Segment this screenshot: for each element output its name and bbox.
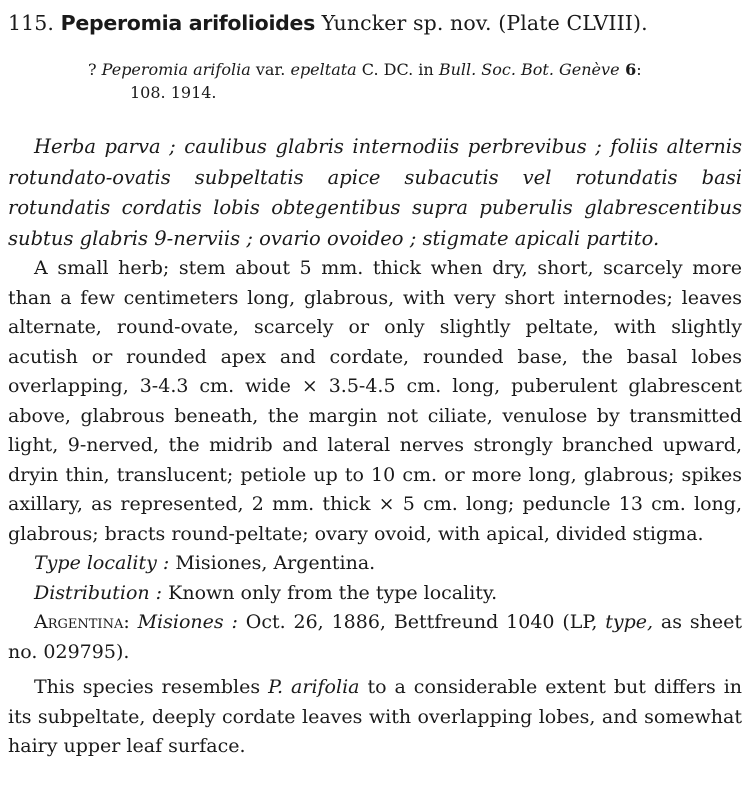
type-locality-label: Type locality : bbox=[34, 552, 170, 574]
distribution bbox=[8, 579, 742, 609]
species-name: Peperomia arifolioides bbox=[60, 11, 316, 35]
synonym-rank: var. bbox=[250, 60, 291, 79]
remarks-species: P. arifolia bbox=[268, 676, 360, 698]
synonym-citation bbox=[88, 58, 742, 104]
specimen-colon: : bbox=[123, 611, 138, 633]
synonym-volume: 6 bbox=[619, 60, 637, 79]
species-heading bbox=[8, 10, 742, 36]
specimen-province: Misiones : bbox=[137, 611, 238, 633]
type-locality bbox=[8, 549, 742, 579]
entry-number: 115. bbox=[8, 11, 55, 35]
specimen-details: Oct. 26, 1886, Bettfreund 1040 (LP, bbox=[237, 611, 606, 633]
english-description: A small herb; stem about 5 mm. thick when dry, short, scarcely more than a few centimeters long, glabrous, with very short internodes; leaves alternate, round-ovate, scarcely or only slightly peltate, with slightly acutish or rounded apex and cordate, rounded base, the basal lobes overlapping, 3-4.3 cm. wide × 3.5-4.5 cm. long, puberulent glabrescent above, glabrous beneath, the margin not ciliate, venulose by transmitted light, 9-nerved, the midrib and lateral nerves strongly branched upward, dryin thin, translucent; petiole up to 10 cm. or more long, glabrous; spikes axillary, as represented, 2 mm. thick × 5 cm. long; peduncle 13 cm. long, glabrous; bracts round-peltate; ovary ovoid, with apical, divided stigma. bbox=[8, 257, 742, 545]
type-locality-value: Misiones, Argentina. bbox=[169, 552, 376, 574]
synonym-colon: : bbox=[636, 60, 642, 79]
remarks-text-start: This species resembles bbox=[34, 676, 269, 698]
specimen-type-word: type, bbox=[605, 611, 654, 633]
distribution-value: Known only from the type locality. bbox=[162, 581, 498, 604]
specimen-sheet: as sheet no. 029795). bbox=[8, 611, 742, 663]
specimen-country: Argentina bbox=[34, 611, 124, 633]
synonym-doubt-mark: ? bbox=[88, 60, 102, 79]
synonym-pages: 108. 1914. bbox=[130, 83, 217, 102]
remarks-text-end: to a considerable extent but differs in its subpeltate, deeply cordate leaves with overlapping lobes, and somewhat hairy upper leaf surface. bbox=[8, 676, 743, 757]
latin-description: Herba parva ; caulibus glabris internodiis perbrevibus ; foliis alternis rotundato-ovatis subpeltatis apice subacutis vel rotundatis basi rotundatis cordatis lobis obtegentibus supra puberulis glabrescentibus subtus glabris 9-nerviis ; ovario ovoideo ; stigmate apicali partito. bbox=[8, 135, 742, 250]
synonym-author: C. DC. in bbox=[356, 60, 439, 79]
specimen-citation bbox=[8, 608, 742, 667]
synonym-name: Peperomia arifolia bbox=[101, 60, 251, 79]
synonym-journal: Bull. Soc. Bot. Genève bbox=[438, 60, 620, 79]
species-authority: Yuncker sp. nov. (Plate CLVIII). bbox=[321, 11, 648, 35]
remarks bbox=[8, 673, 742, 762]
synonym-variety: epeltata bbox=[290, 60, 357, 79]
distribution-label: Distribution : bbox=[34, 581, 163, 604]
